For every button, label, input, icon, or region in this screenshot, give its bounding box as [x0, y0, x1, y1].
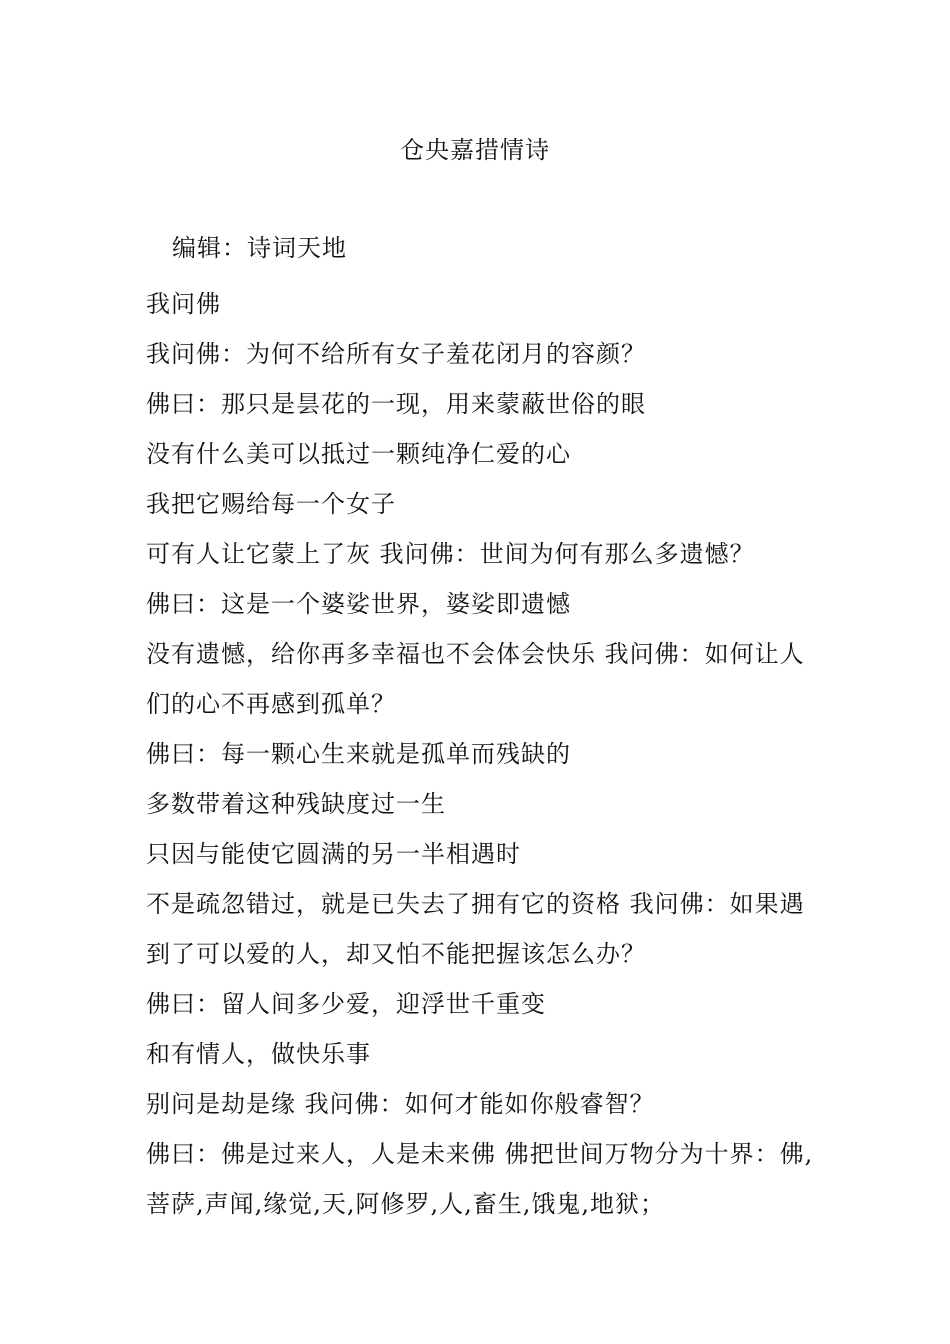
poem-body — [146, 279, 812, 1229]
poem-line: 不是疏忽错过，就是已失去了拥有它的资格 我问佛：如果遇 — [146, 890, 805, 918]
poem-line: 到了可以爱的人，却又怕不能把握该怎么办？ — [146, 940, 646, 968]
poem-line: 佛曰：每一颗心生来就是孤单而残缺的 — [146, 740, 571, 768]
poem-line: 佛曰：佛是过来人，人是未来佛 佛把世间万物分为十界：佛, — [146, 1140, 814, 1168]
document-title: 仓央嘉措情诗 — [400, 136, 550, 164]
poem-line: 们的心不再感到孤单？ — [146, 690, 396, 718]
poem-line: 佛曰：那只是昙花的一现，用来蒙蔽世俗的眼 — [146, 390, 646, 418]
poem-line: 没有遗憾，给你再多幸福也不会体会快乐 我问佛：如何让人 — [146, 640, 805, 668]
poem-line: 我问佛 — [146, 290, 221, 318]
editor-credit: 编辑：诗词天地 — [172, 234, 347, 262]
poem-line: 可有人让它蒙上了灰 我问佛：世间为何有那么多遗憾？ — [146, 540, 755, 568]
poem-line: 佛曰：这是一个婆娑世界，婆娑即遗憾 — [146, 590, 571, 618]
poem-line: 别问是劫是缘 我问佛：如何才能如你般睿智？ — [146, 1090, 655, 1118]
poem-line: 我把它赐给每一个女子 — [146, 490, 396, 518]
poem-line: 只因与能使它圆满的另一半相遇时 — [146, 840, 521, 868]
poem-line: 佛曰：留人间多少爱，迎浮世千重变 — [146, 990, 546, 1018]
poem-line: 我问佛：为何不给所有女子羞花闭月的容颜？ — [146, 340, 646, 368]
poem-line: 多数带着这种残缺度过一生 — [146, 790, 446, 818]
poem-line: 菩萨,声闻,缘觉,天,阿修罗,人,畜生,饿鬼,地狱； — [146, 1190, 666, 1218]
poem-line: 和有情人，做快乐事 — [146, 1040, 371, 1068]
poem-line: 没有什么美可以抵过一颗纯净仁爱的心 — [146, 440, 571, 468]
